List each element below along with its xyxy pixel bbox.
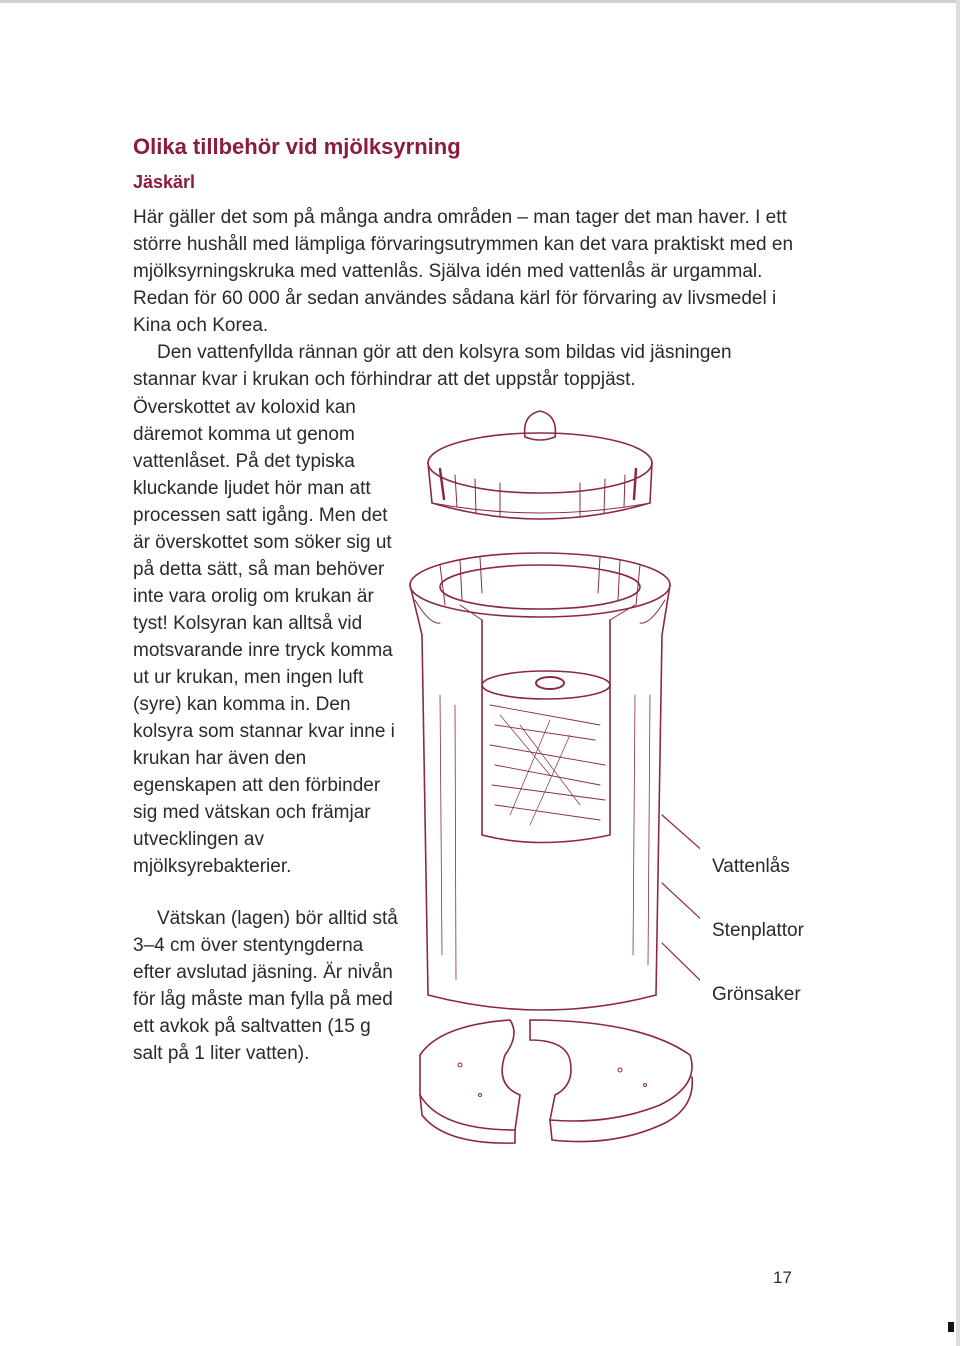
label-pointers <box>662 815 700 985</box>
crock-cutaway <box>460 605 635 843</box>
paragraph-brine-level: Vätskan (lagen) bör alltid stå 3–4 cm över stentyngderna efter avslutad jäsning. Är nivån för låg måste man fylla på med ett avkok på saltvatten (15 g salt på 1 liter vatten). <box>133 908 398 1064</box>
label-vegetables: Grönsaker <box>712 984 801 1005</box>
page-number: 17 <box>773 1268 792 1287</box>
page-heading: Olika tillbehör vid mjölksyrning <box>133 134 461 159</box>
paragraph-water-channel: Den vattenfyllda rännan gör att den kolsyra som bildas vid jäsningen stannar kvar i krukan och förhindrar att det uppstår toppjäst. <box>133 342 732 390</box>
crock-body <box>410 553 670 1010</box>
fermentation-crock-illustration <box>400 395 700 1175</box>
crock-lid <box>428 411 652 519</box>
page-edge <box>956 0 960 1346</box>
label-water-seal: Vattenlås <box>712 856 790 877</box>
paragraph-intro: Här gäller det som på många andra områden – man tager det man haver. I ett större hushåll med lämpliga förvaringsutrymmen kan det vara praktiskt med en mjölksyrningskruka med vattenlås. Själva idén med vattenlås är urgammal. Redan för 60 000 år sedan användes sådana kärl för förvaring av livsmedel i Kina och Korea. <box>133 207 794 336</box>
label-stone-plates: Stenplattor <box>712 920 804 941</box>
section-subheading: Jäskärl <box>133 172 196 192</box>
top-rule <box>0 0 960 3</box>
crop-mark <box>948 1322 954 1332</box>
stone-weights <box>420 1020 692 1143</box>
paragraph-excess-gas: Överskottet av koloxid kan däremot komma ut genom vattenlåset. På det typiska kluckande ljudet hör man att processen satt igång. Men det är överskottet som söker sig ut på detta sätt, så man behöver inte vara orolig om krukan är tyst! Kolsyran kan alltså vid motsvarande inre tryck komma ut ur krukan, men ingen luft (syre) kan komma in. Den kolsyra som stannar kvar inne i krukan har även den egenskapen att den förbinder sig med vätskan och främjar utvecklingen av mjölksyrebakterier. <box>133 397 395 877</box>
